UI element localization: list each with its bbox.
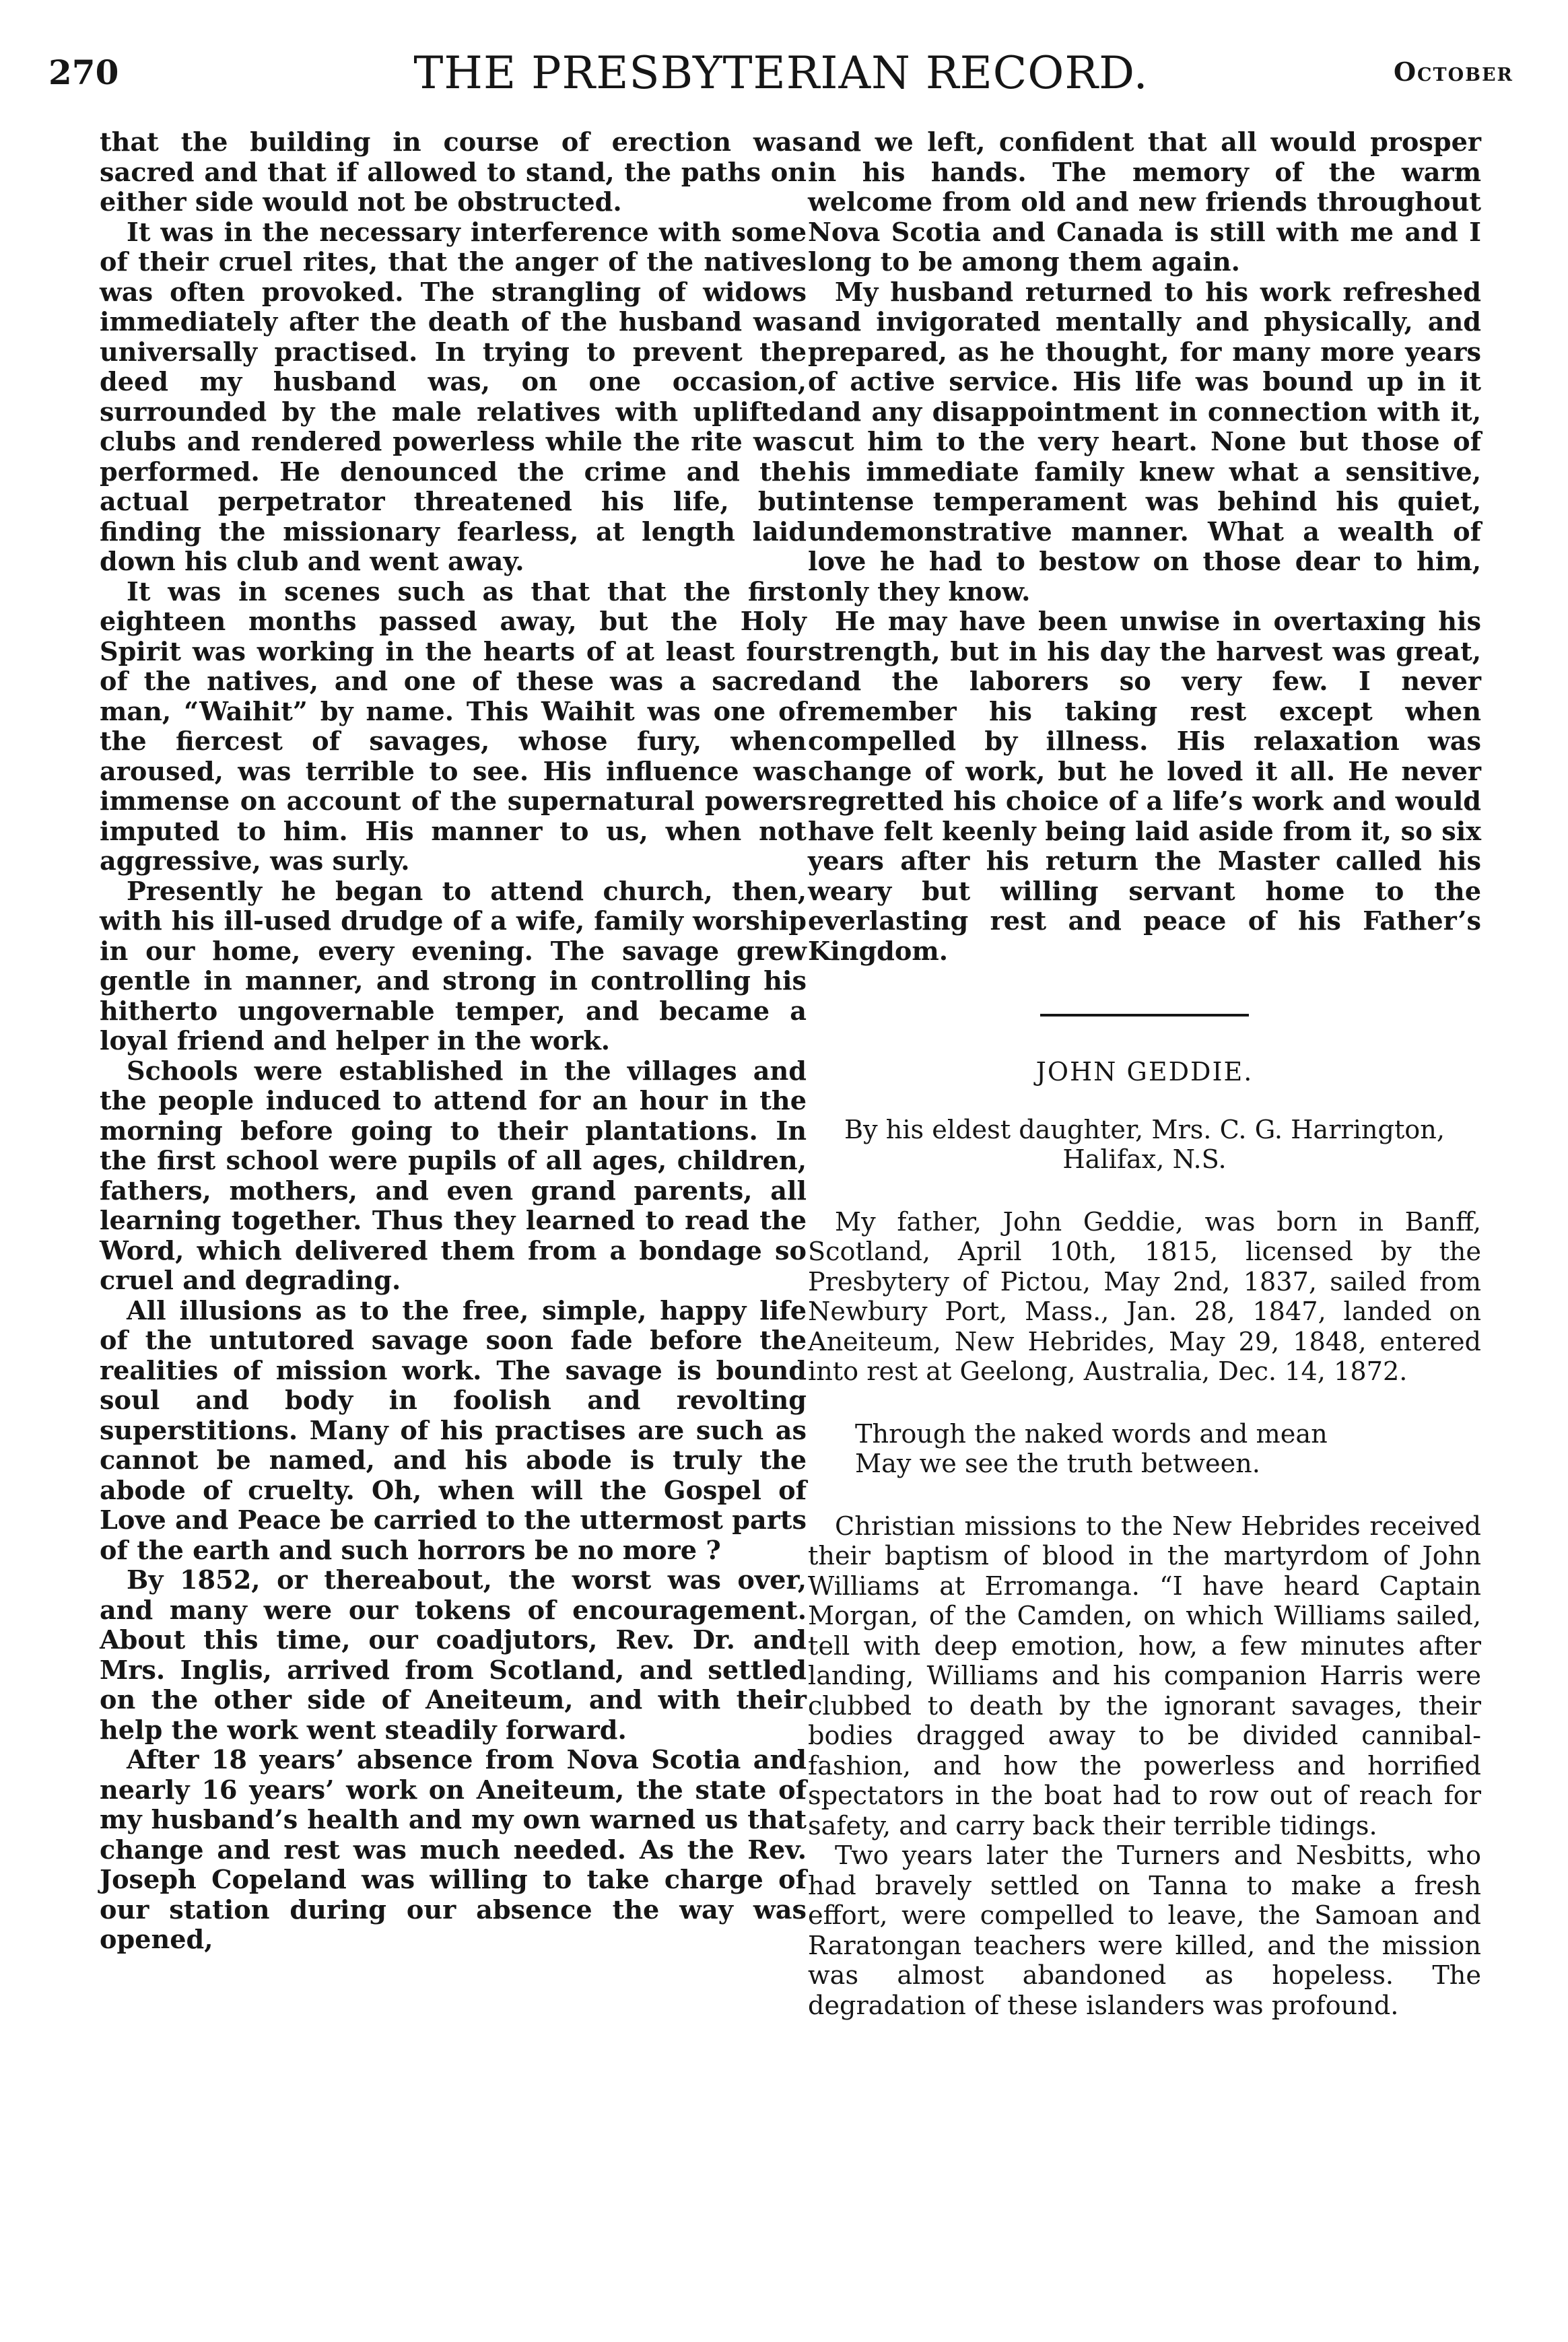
verse-line: May we see the truth between. xyxy=(855,1449,1260,1479)
paragraph: All illusions as to the free, simple, happy life of the untutored savage soon fade before the realities of mission work. The savage is bound soul and body in foolish and revolting superstitions. Many of his practises are such as cannot be named, and his abode is truly the abode of cruelty. Oh, when will the Gospel of Love and Peace be carried to the uttermost parts of the earth and such horrors be no more ? xyxy=(100,1295,807,1566)
left-column xyxy=(100,128,807,1956)
paragraph: By 1852, or thereabout, the worst was over, and many were our tokens of encouragement. About this time, our coadjutors, Rev. Dr. and Mrs. Inglis, arrived from Scotland, and settled on the other side of Aneiteum, and with their help the work went steadily forward. xyxy=(100,1565,807,1746)
section-divider xyxy=(1040,1014,1249,1017)
paragraph: It was in the necessary interference with some of their cruel rites, that the anger of the natives was often provoked. The strangling of widows immediately after the death of the husband was universally practised. In trying to prevent the deed my husband was, on one occasion, surrounded by the male relatives with uplifted clubs and rendered powerless while the rite was performed. He denounced the crime and the actual perpetrator threatened his life, but finding the missionary fearless, at length laid down his club and went away. xyxy=(100,217,807,577)
article-title: JOHN GEDDIE. xyxy=(1035,1057,1254,1087)
page-header xyxy=(48,47,1513,108)
issue-month: October xyxy=(1393,57,1513,87)
paragraph: Schools were established in the villages and the people induced to attend for an hour in the morning before going to their plantations. In the first school were pupils of all ages, children, fathers, mothers, and even grand parents, all learning together. Thus they learned to read the Word, which delivered them from a bondage so cruel and degrading. xyxy=(100,1056,807,1296)
article-intro: My father, John Geddie, was born in Banff, Scotland, April 10th, 1815, licensed by the Presbytery of Pictou, May 2nd, 1837, sailed from Newbury Port, Mass., Jan. 28, 1847, landed on Aneiteum, New Hebrides, May 29, 1848, entered into rest at Geelong, Australia, Dec. 14, 1872. xyxy=(808,1207,1481,1387)
paragraph: He may have been unwise in overtaxing his strength, but in his day the harvest was great, and the laborers so very few. I never remember his taking rest except when compelled by illness. His relaxation was change of work, but he loved it all. He never regretted his choice of a life’s work and would have felt keenly being laid aside from it, so six years after his return the Master called his weary but willing servant home to the everlasting rest and peace of his Father’s Kingdom. xyxy=(808,607,1481,967)
paragraph: Presently he began to attend church, then, with his ill-used drudge of a wife, family worship in our home, every evening. The savage grew gentle in manner, and strong in controlling his hitherto ungovernable temper, and became a loyal friend and helper in the work. xyxy=(100,876,807,1056)
right-column xyxy=(808,128,1481,2021)
page-number: 270 xyxy=(48,53,119,92)
article-paragraph: Christian missions to the New Hebrides received their baptism of blood in the martyrdom of John Williams at Erromanga. “I have heard Captain Morgan, of the Camden, on which Williams sailed, tell with deep emotion, how, a few minutes after landing, Williams and his companion Harris were clubbed to death by the ignorant savages, their bodies dragged away to be divided cannibal-fashion, and how the powerless and horrified spectators in the boat had to row out of reach for safety, and carry back their terrible tidings. xyxy=(808,1511,1481,1841)
journal-title: THE PRESBYTERIAN RECORD. xyxy=(413,47,1149,99)
article-paragraph: Two years later the Turners and Nesbitts, who had bravely settled on Tanna to make a fresh effort, were compelled to leave, the Samoan and Raratongan teachers were killed, and the mission was almost abandoned as hopeless. The degradation of these islanders was profound. xyxy=(808,1841,1481,2021)
paragraph: that the building in course of erection was sacred and that if allowed to stand, the paths on either side would not be obstructed. xyxy=(100,127,807,217)
verse-line: Through the naked words and mean xyxy=(855,1419,1328,1449)
verse xyxy=(855,1420,1481,1480)
paragraph: After 18 years’ absence from Nova Scotia and nearly 16 years’ work on Aneiteum, the state of my husband’s health and my own warned us that change and rest was much needed. As the Rev. Joseph Copeland was willing to take charge of our station during our absence the way was opened, xyxy=(100,1745,807,1955)
paragraph: My husband returned to his work refreshed and invigorated mentally and physically, and prepared, as he thought, for many more years of active service. His life was bound up in it and any disappointment in connection with it, cut him to the very heart. None but those of his immediate family knew what a sensitive, intense temperament was behind his quiet, undemonstrative manner. What a wealth of love he had to bestow on those dear to him, only they know. xyxy=(808,277,1481,607)
paragraph: and we left, confident that all would prosper in his hands. The memory of the warm welcome from old and new friends throughout Nova Scotia and Canada is still with me and I long to be among them again. xyxy=(808,127,1481,277)
article-byline: By his eldest daughter, Mrs. C. G. Harrington, Halifax, N.S. xyxy=(844,1115,1445,1175)
paragraph: It was in scenes such as that that the first eighteen months passed away, but the Holy Spirit was working in the hearts of at least four of the natives, and one of these was a sacred man, “Waihit” by name. This Waihit was one of the fiercest of savages, whose fury, when aroused, was terrible to see. His influence was immense on account of the supernatural powers imputed to him. His manner to us, when not aggressive, was surly. xyxy=(100,576,807,876)
